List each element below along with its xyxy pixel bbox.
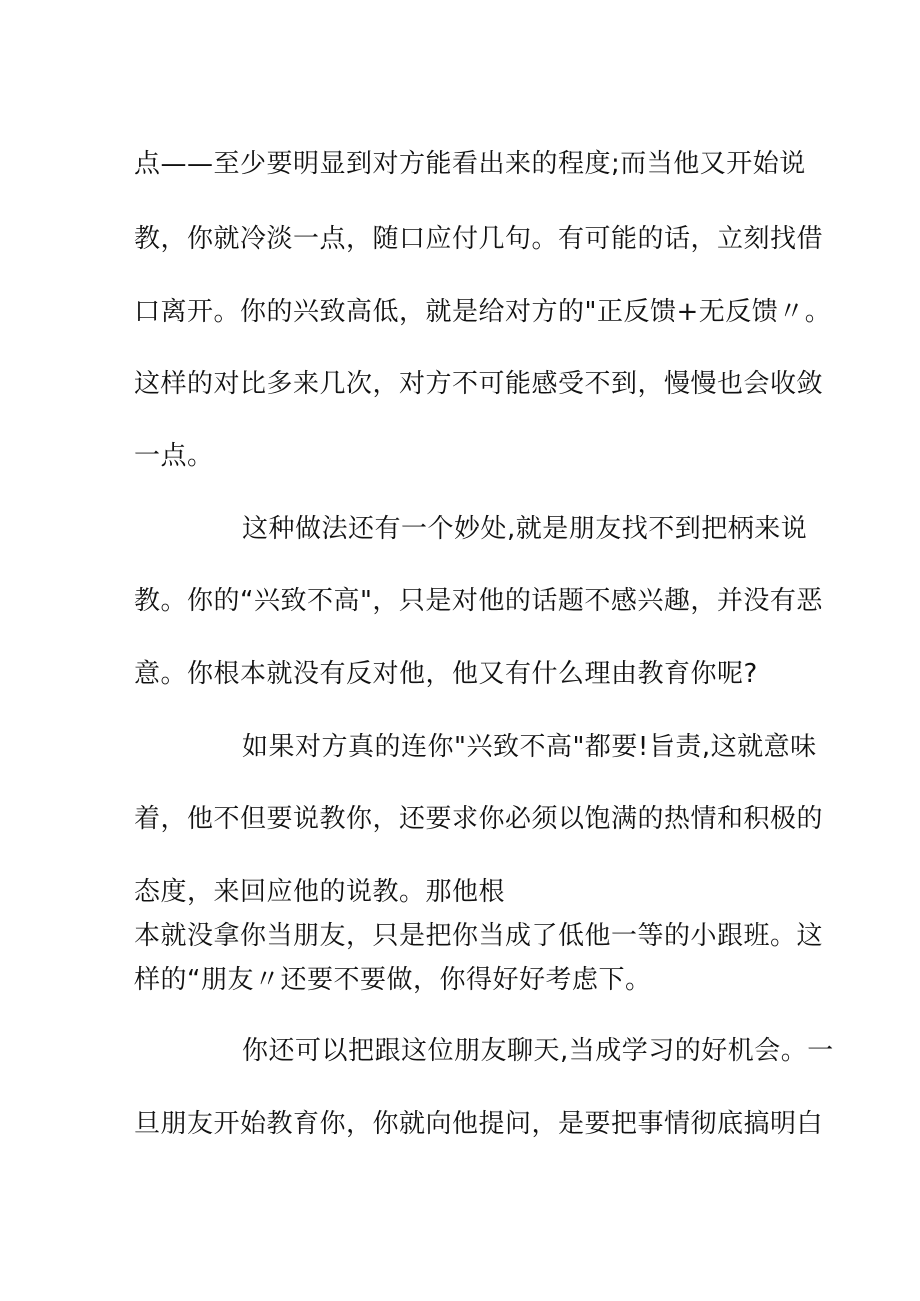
text-line: 点——至少要明显到对方能看出来的程度;而当他又开始说 — [134, 149, 806, 179]
paragraph-start-line: 你还可以把跟这位朋友聊天,当成学习的好机会。一 — [242, 1036, 834, 1066]
paragraph-start-line: 如果对方真的连你"兴致不高"都要!旨责,这就意味 — [242, 732, 817, 762]
text-line: 样的“朋友〃还要不要做，你得好好考虑下。 — [134, 965, 652, 995]
text-line: 教。你的“兴致不高"，只是对他的话题不感兴趣，并没有恶 — [134, 586, 823, 616]
text-line: 教，你就冷淡一点，随口应付几句。有可能的话，立刻找借 — [134, 224, 824, 254]
text-line: 一点。 — [134, 441, 214, 471]
text-line: 旦朋友开始教育你，你就向他提问，是要把事情彻底搞明白 — [134, 1109, 824, 1139]
text-line: 这样的对比多来几次，对方不可能感受不到，慢慢也会收敛 — [134, 369, 824, 399]
text-line: 意。你根本就没有反对他，他又有什么理由教育你呢? — [134, 659, 758, 689]
text-line: 着，他不但要说教你，还要求你必须以饱满的热情和积极的 — [134, 804, 824, 834]
text-line: 口离开。你的兴致高低，就是给对方的"正反馈+无反馈〃。 — [134, 297, 832, 327]
paragraph-start-line: 这种做法还有一个妙处,就是朋友找不到把柄来说 — [242, 514, 808, 544]
text-line: 态度，来回应他的说教。那他根 — [134, 877, 506, 907]
text-line: 本就没拿你当朋友，只是把你当成了低他一等的小跟班。这 — [134, 921, 824, 951]
